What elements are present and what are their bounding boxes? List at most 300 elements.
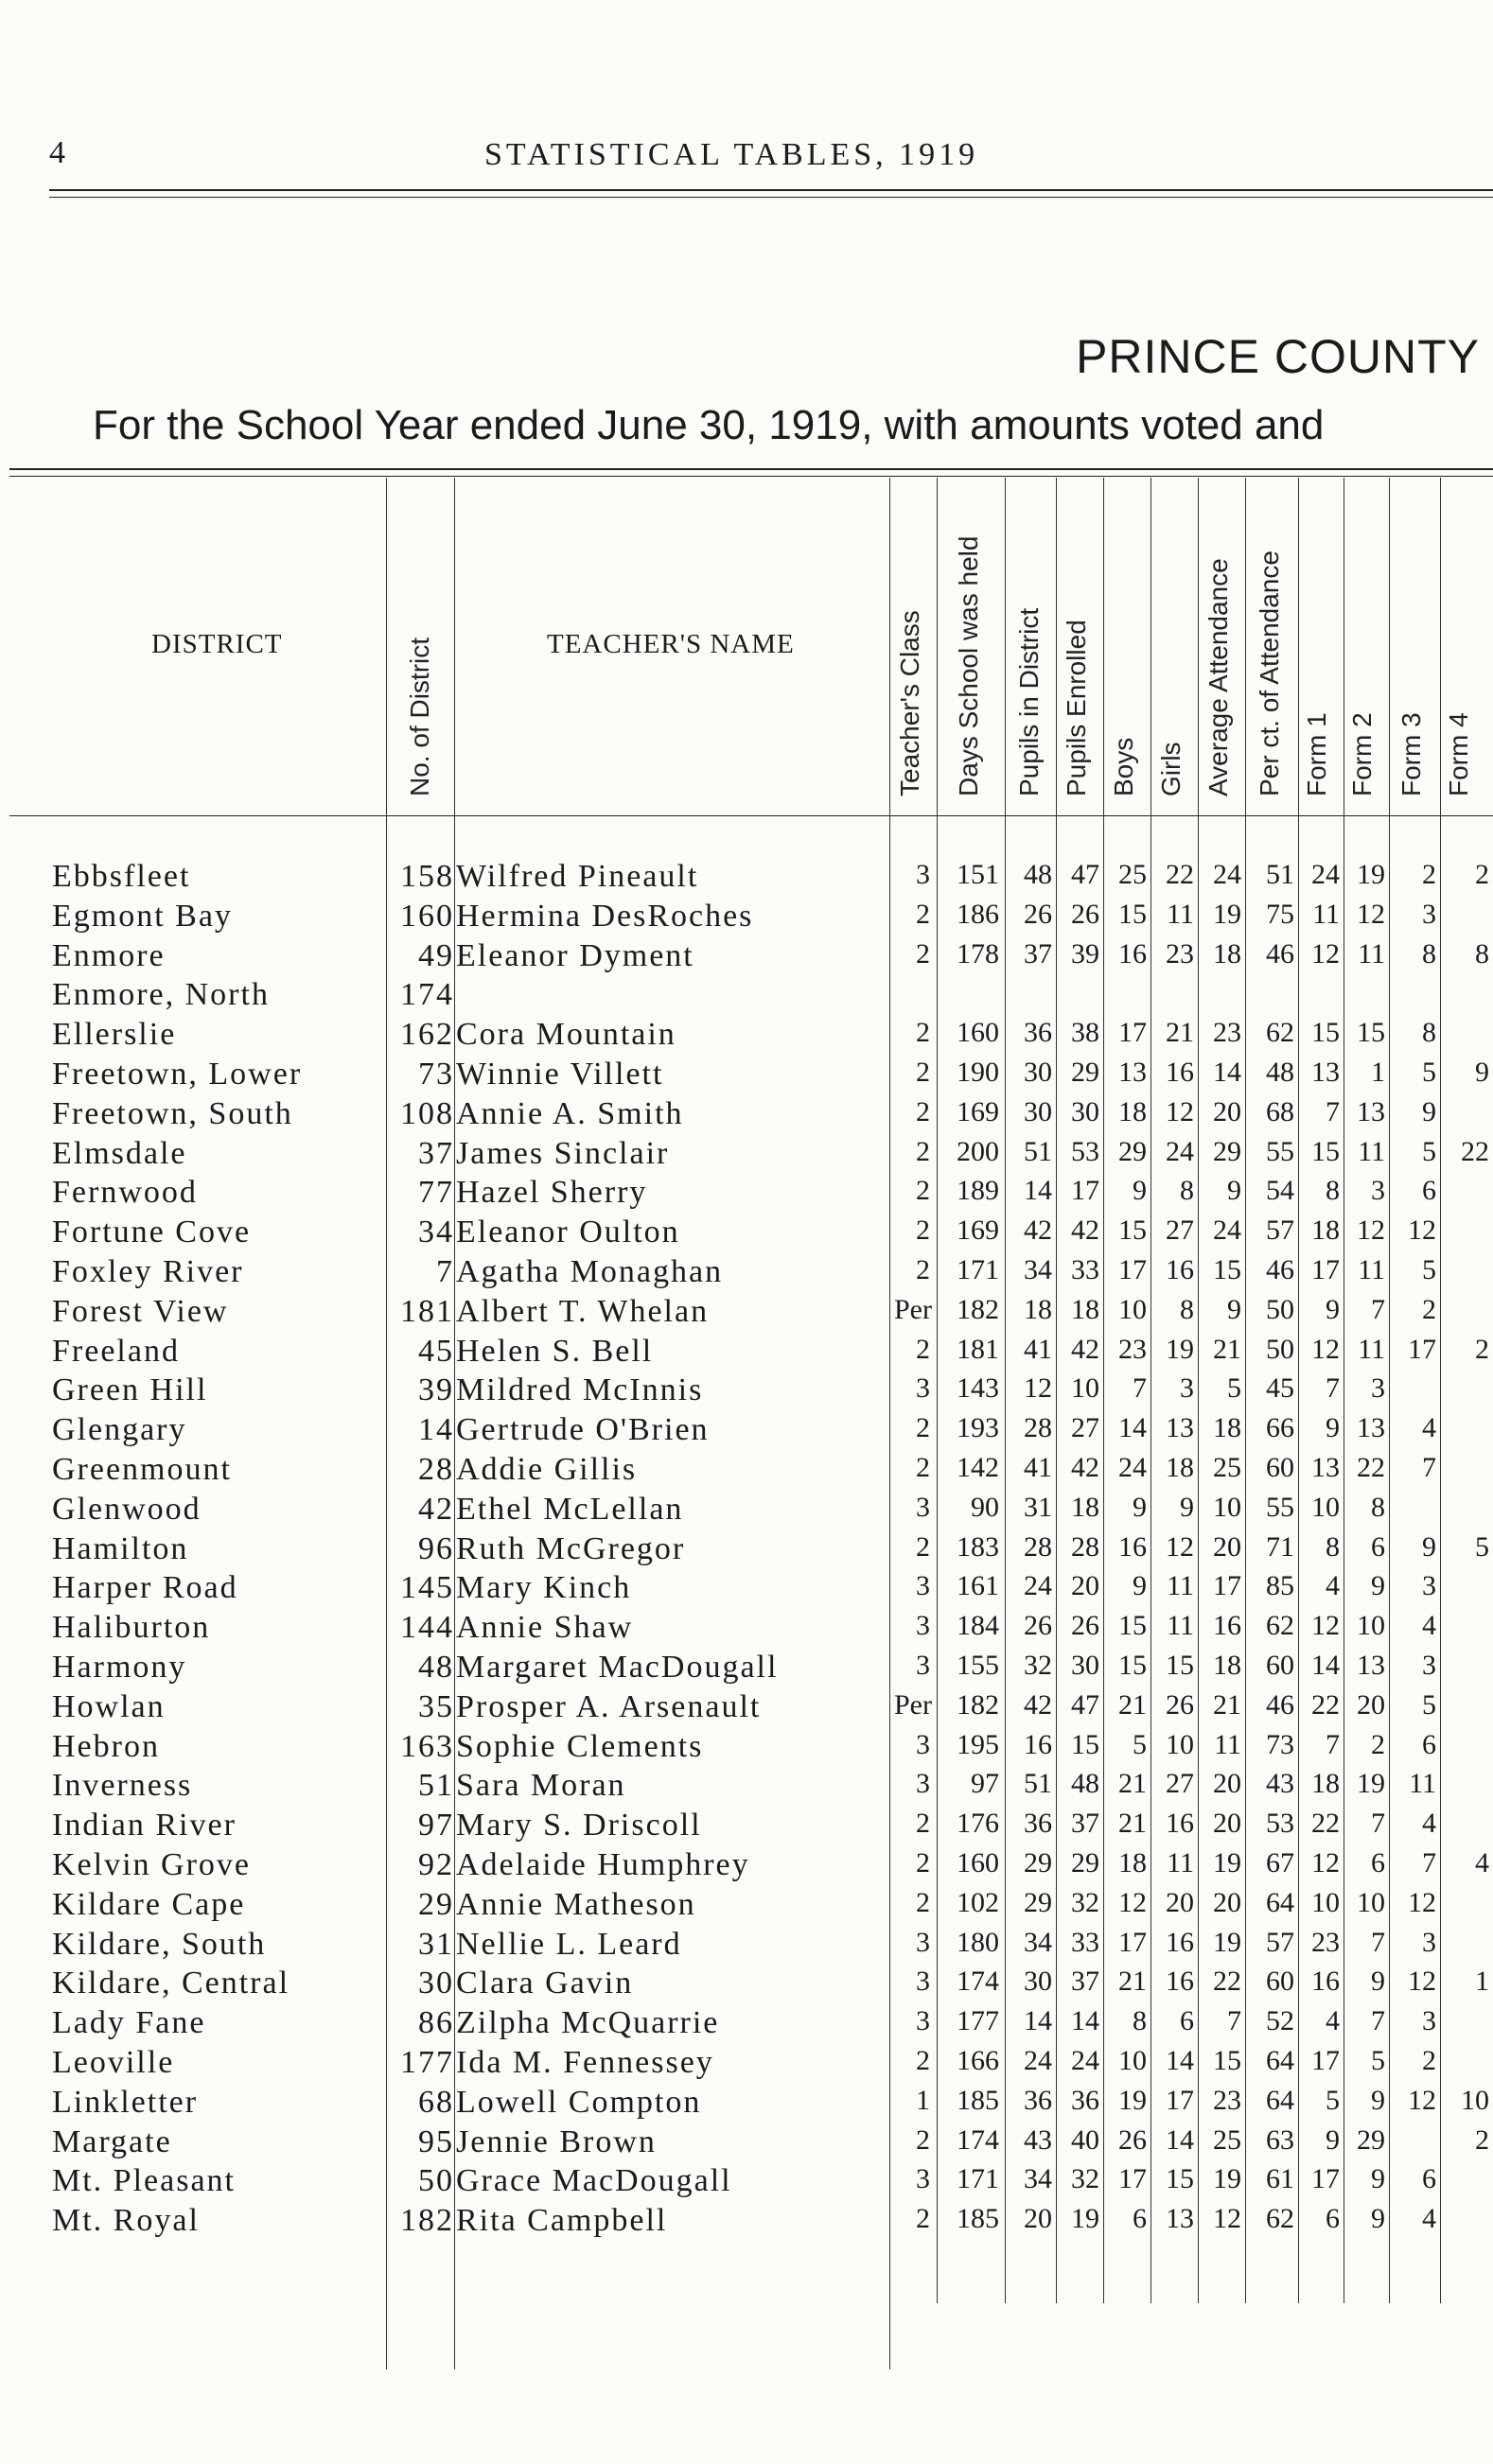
- cls-cell: 3: [916, 1491, 930, 1523]
- f4-cell: 4: [1475, 1847, 1489, 1879]
- girls-cell: 11: [1167, 1847, 1194, 1879]
- f4-cell: 2: [1475, 2123, 1489, 2156]
- enrolled-cell: 26: [1071, 898, 1099, 930]
- f2-cell: 11: [1358, 1135, 1385, 1167]
- enrolled-cell: 36: [1071, 2084, 1099, 2116]
- teacher-name-cell: Rita Campbell: [456, 2203, 668, 2239]
- boys-cell: 14: [1118, 1412, 1147, 1444]
- district-cell: Green Hill: [52, 1372, 208, 1408]
- f2-cell: 10: [1357, 1886, 1385, 1918]
- table-row: [0, 1610, 1493, 1650]
- district-number-cell: 177: [400, 2045, 454, 2080]
- header-form-2: Form 2: [1347, 712, 1377, 796]
- district-cell: Mt. Royal: [52, 2203, 200, 2239]
- district-cell: Lady Fane: [52, 2005, 206, 2041]
- boys-cell: 16: [1118, 937, 1147, 970]
- district-number-cell: 37: [418, 1135, 454, 1171]
- enrolled-cell: 48: [1071, 1768, 1099, 1800]
- pct-cell: 66: [1266, 1412, 1294, 1444]
- girls-cell: 15: [1166, 2163, 1194, 2195]
- f1-cell: 8: [1326, 1175, 1340, 1207]
- boys-cell: 24: [1118, 1452, 1147, 1483]
- f1-cell: 22: [1311, 1688, 1340, 1721]
- table-row: [0, 1808, 1493, 1847]
- pct-cell: 60: [1266, 1650, 1294, 1681]
- pupils-cell: 41: [1024, 1333, 1052, 1365]
- pupils-cell: 29: [1024, 1847, 1052, 1879]
- teacher-name-cell: Prosper A. Arsenault: [456, 1688, 762, 1724]
- days-cell: 160: [957, 1847, 999, 1879]
- enrolled-cell: 29: [1071, 1057, 1099, 1088]
- pupils-cell: 30: [1024, 1966, 1052, 1998]
- pct-cell: 67: [1266, 1847, 1294, 1879]
- enrolled-cell: 39: [1071, 937, 1099, 970]
- cls-cell: 3: [916, 1610, 930, 1642]
- pupils-cell: 14: [1024, 2005, 1052, 2037]
- table-row: [0, 1689, 1493, 1729]
- cls-cell: Per: [894, 1293, 932, 1325]
- f2-cell: 15: [1357, 1017, 1385, 1049]
- days-cell: 183: [957, 1530, 999, 1563]
- pct-cell: 46: [1266, 1688, 1294, 1721]
- boys-cell: 7: [1133, 1372, 1147, 1405]
- district-cell: Foxley River: [52, 1254, 244, 1289]
- district-cell: Ebbsfleet: [52, 859, 191, 894]
- f3-cell: 3: [1422, 2005, 1436, 2037]
- header-form-4: Form 4: [1444, 712, 1473, 796]
- avg-cell: 21: [1213, 1333, 1241, 1365]
- cls-cell: 2: [916, 1057, 930, 1088]
- pct-cell: 64: [1266, 1886, 1294, 1918]
- teacher-name-cell: Hazel Sherry: [456, 1175, 648, 1211]
- days-cell: 97: [971, 1768, 999, 1800]
- teacher-name-cell: Eleanor Oulton: [456, 1215, 680, 1250]
- pct-cell: 45: [1266, 1372, 1294, 1405]
- teacher-name-cell: Clara Gavin: [456, 1966, 634, 2001]
- district-cell: Kildare, South: [52, 1926, 267, 1962]
- f3-cell: 4: [1422, 1412, 1436, 1444]
- table-row: [0, 1927, 1493, 1966]
- district-number-cell: 96: [418, 1530, 454, 1566]
- f3-cell: 12: [1408, 1215, 1436, 1247]
- avg-cell: 20: [1213, 1768, 1241, 1800]
- f4-cell: 10: [1461, 2084, 1489, 2116]
- enrolled-cell: 26: [1071, 1610, 1099, 1642]
- district-cell: Glenwood: [52, 1491, 202, 1527]
- boys-cell: 19: [1118, 2084, 1147, 2116]
- f2-cell: 29: [1357, 2123, 1385, 2156]
- pct-cell: 51: [1266, 859, 1294, 890]
- pupils-cell: 43: [1024, 2123, 1052, 2156]
- cls-cell: 2: [916, 1452, 930, 1483]
- f2-cell: 3: [1371, 1372, 1385, 1405]
- table-row: [0, 1847, 1493, 1887]
- f3-cell: 8: [1422, 937, 1436, 970]
- f2-cell: 10: [1357, 1610, 1385, 1642]
- district-number-cell: 28: [418, 1452, 454, 1487]
- f2-cell: 7: [1371, 1808, 1385, 1840]
- district-number-cell: 158: [400, 859, 454, 894]
- cls-cell: 2: [916, 1530, 930, 1563]
- f2-cell: 3: [1371, 1175, 1385, 1207]
- table-row: [0, 1294, 1493, 1334]
- enrolled-cell: 42: [1071, 1452, 1099, 1483]
- district-number-cell: 182: [400, 2203, 454, 2239]
- enrolled-cell: 33: [1071, 1254, 1099, 1285]
- cls-cell: 3: [916, 2005, 930, 2037]
- enrolled-cell: 53: [1071, 1135, 1099, 1167]
- enrolled-cell: 32: [1071, 1886, 1099, 1918]
- table-row: [0, 1729, 1493, 1769]
- f3-cell: 12: [1408, 1886, 1436, 1918]
- pupils-cell: 20: [1024, 2203, 1052, 2235]
- f3-cell: 6: [1422, 1175, 1436, 1207]
- pct-cell: 64: [1266, 2084, 1294, 2116]
- table-row: [0, 1372, 1493, 1412]
- pct-cell: 48: [1266, 1057, 1294, 1088]
- girls-cell: 17: [1166, 2084, 1194, 2116]
- table-row: [0, 2203, 1493, 2243]
- f2-cell: 20: [1357, 1688, 1385, 1721]
- f4-cell: 8: [1475, 937, 1489, 970]
- cls-cell: 2: [916, 1886, 930, 1918]
- enrolled-cell: 29: [1071, 1847, 1099, 1879]
- boys-cell: 17: [1118, 1254, 1147, 1285]
- avg-cell: 19: [1213, 2163, 1241, 2195]
- header-per-ct-attendance: Per ct. of Attendance: [1255, 550, 1284, 796]
- cls-cell: 3: [916, 2163, 930, 2195]
- header-teacher-name: TEACHER'S NAME: [547, 629, 795, 659]
- f4-cell: 9: [1475, 1057, 1489, 1088]
- teacher-name-cell: Sara Moran: [456, 1768, 626, 1804]
- f1-cell: 18: [1311, 1768, 1340, 1800]
- days-cell: 143: [957, 1372, 999, 1405]
- f1-cell: 15: [1311, 1017, 1340, 1049]
- district-number-cell: 77: [418, 1175, 454, 1211]
- district-cell: Margate: [52, 2123, 172, 2159]
- pct-cell: 43: [1266, 1768, 1294, 1800]
- girls-cell: 16: [1166, 1057, 1194, 1088]
- district-number-cell: 34: [418, 1215, 454, 1250]
- teacher-name-cell: Adelaide Humphrey: [456, 1847, 750, 1882]
- f1-cell: 5: [1326, 2084, 1340, 2116]
- boys-cell: 21: [1118, 1966, 1147, 1998]
- pupils-cell: 34: [1024, 2163, 1052, 2195]
- f3-cell: 5: [1422, 1688, 1436, 1721]
- header-pupils-enrolled: Pupils Enrolled: [1062, 620, 1091, 796]
- cls-cell: 3: [916, 1570, 930, 1602]
- table-top-rule: [9, 468, 1493, 470]
- district-number-cell: 30: [418, 1966, 454, 2001]
- girls-cell: 13: [1166, 1412, 1194, 1444]
- boys-cell: 23: [1118, 1333, 1147, 1365]
- district-number-cell: 108: [400, 1095, 454, 1131]
- days-cell: 155: [957, 1650, 999, 1681]
- table-row: [0, 2124, 1493, 2164]
- district-cell: Fortune Cove: [52, 1215, 252, 1250]
- pupils-cell: 18: [1024, 1293, 1052, 1325]
- days-cell: 174: [957, 2123, 999, 2156]
- girls-cell: 11: [1167, 1610, 1194, 1642]
- avg-cell: 14: [1213, 1057, 1241, 1088]
- avg-cell: 24: [1213, 859, 1241, 890]
- table-row: [0, 1531, 1493, 1571]
- f2-cell: 7: [1371, 1926, 1385, 1958]
- f2-cell: 22: [1357, 1452, 1385, 1483]
- teacher-name-cell: Eleanor Dyment: [456, 937, 694, 973]
- pct-cell: 62: [1266, 1017, 1294, 1049]
- f3-cell: 9: [1422, 1530, 1436, 1563]
- pupils-cell: 36: [1024, 1017, 1052, 1049]
- days-cell: 178: [957, 937, 999, 970]
- district-number-cell: 29: [418, 1886, 454, 1922]
- district-number-cell: 160: [400, 898, 454, 934]
- district-number-cell: 73: [418, 1057, 454, 1092]
- table-row: [0, 1650, 1493, 1689]
- avg-cell: 18: [1213, 1650, 1241, 1681]
- avg-cell: 17: [1213, 1570, 1241, 1602]
- district-cell: Egmont Bay: [52, 898, 233, 934]
- boys-cell: 15: [1118, 1610, 1147, 1642]
- avg-cell: 18: [1213, 937, 1241, 970]
- f2-cell: 9: [1371, 1570, 1385, 1602]
- pupils-cell: 36: [1024, 1808, 1052, 1840]
- teacher-name-cell: Sophie Clements: [456, 1728, 704, 1764]
- cls-cell: 2: [916, 1017, 930, 1049]
- days-cell: 90: [971, 1491, 999, 1523]
- teacher-name-cell: Albert T. Whelan: [456, 1293, 710, 1329]
- enrolled-cell: 18: [1071, 1293, 1099, 1325]
- avg-cell: 19: [1213, 1926, 1241, 1958]
- f1-cell: 16: [1311, 1966, 1340, 1998]
- f2-cell: 19: [1357, 1768, 1385, 1800]
- f4-cell: 22: [1461, 1135, 1489, 1167]
- pct-cell: 54: [1266, 1175, 1294, 1207]
- boys-cell: 6: [1133, 2203, 1147, 2235]
- district-number-cell: 45: [418, 1333, 454, 1369]
- days-cell: 195: [957, 1728, 999, 1760]
- enrolled-cell: 47: [1071, 1688, 1099, 1721]
- girls-cell: 27: [1166, 1768, 1194, 1800]
- girls-cell: 9: [1180, 1491, 1194, 1523]
- pct-cell: 57: [1266, 1215, 1294, 1247]
- f3-cell: 2: [1422, 2045, 1436, 2076]
- pct-cell: 60: [1266, 1966, 1294, 1998]
- boys-cell: 18: [1118, 1095, 1147, 1127]
- f4-cell: 2: [1475, 859, 1489, 890]
- enrolled-cell: 15: [1071, 1728, 1099, 1760]
- teacher-name-cell: Jennie Brown: [456, 2123, 657, 2159]
- district-cell: Haliburton: [52, 1610, 211, 1646]
- days-cell: 169: [957, 1215, 999, 1247]
- f2-cell: 1: [1371, 1057, 1385, 1088]
- f3-cell: 3: [1422, 898, 1436, 930]
- district-cell: Mt. Pleasant: [52, 2163, 236, 2199]
- pupils-cell: 41: [1024, 1452, 1052, 1483]
- teacher-name-cell: Mary S. Driscoll: [456, 1808, 702, 1844]
- avg-cell: 12: [1213, 2203, 1241, 2235]
- table-row: [0, 1412, 1493, 1452]
- f1-cell: 12: [1311, 1610, 1340, 1642]
- girls-cell: 22: [1166, 859, 1194, 890]
- f1-cell: 10: [1311, 1886, 1340, 1918]
- district-cell: Hamilton: [52, 1530, 189, 1566]
- avg-cell: 29: [1213, 1135, 1241, 1167]
- header-boys: Boys: [1109, 737, 1138, 796]
- avg-cell: 7: [1227, 2005, 1241, 2037]
- f3-cell: 3: [1422, 1650, 1436, 1681]
- table-top-rule-inner: [9, 476, 1493, 477]
- table-row: [0, 1452, 1493, 1492]
- boys-cell: 26: [1118, 2123, 1147, 2156]
- district-number-cell: 48: [418, 1650, 454, 1685]
- cls-cell: 3: [916, 1768, 930, 1800]
- pct-cell: 60: [1266, 1452, 1294, 1483]
- days-cell: 200: [957, 1135, 999, 1167]
- district-cell: Inverness: [52, 1768, 193, 1804]
- enrolled-cell: 24: [1071, 2045, 1099, 2076]
- header-no-of-district: No. of District: [405, 637, 434, 796]
- f3-cell: 5: [1422, 1254, 1436, 1285]
- f2-cell: 5: [1371, 2045, 1385, 2076]
- enrolled-cell: 10: [1071, 1372, 1099, 1405]
- county-title: PRINCE COUNTY: [1076, 330, 1480, 383]
- enrolled-cell: 42: [1071, 1215, 1099, 1247]
- f1-cell: 9: [1326, 1412, 1340, 1444]
- pct-cell: 71: [1266, 1530, 1294, 1563]
- days-cell: 177: [957, 2005, 999, 2037]
- f1-cell: 10: [1311, 1491, 1340, 1523]
- girls-cell: 3: [1180, 1372, 1194, 1405]
- pct-cell: 46: [1266, 1254, 1294, 1285]
- running-head: STATISTICAL TABLES, 1919: [484, 137, 979, 172]
- table-subtitle: For the School Year ended June 30, 1919, with amounts voted and: [93, 402, 1325, 448]
- f2-cell: 9: [1371, 2203, 1385, 2235]
- enrolled-cell: 20: [1071, 1570, 1099, 1602]
- district-cell: Hebron: [52, 1728, 160, 1764]
- avg-cell: 20: [1213, 1095, 1241, 1127]
- teacher-name-cell: Winnie Villett: [456, 1057, 664, 1092]
- district-cell: Elmsdale: [52, 1135, 187, 1171]
- f3-cell: 5: [1422, 1057, 1436, 1088]
- boys-cell: 15: [1118, 898, 1147, 930]
- pupils-cell: 29: [1024, 1886, 1052, 1918]
- f3-cell: 3: [1422, 1926, 1436, 1958]
- pct-cell: 62: [1266, 2203, 1294, 2235]
- teacher-name-cell: Mildred McInnis: [456, 1372, 704, 1408]
- table-row: [0, 1966, 1493, 2005]
- district-number-cell: 174: [400, 977, 454, 1013]
- girls-cell: 24: [1166, 1135, 1194, 1167]
- pupils-cell: 34: [1024, 1254, 1052, 1285]
- table-row: [0, 1215, 1493, 1254]
- pupils-cell: 16: [1024, 1728, 1052, 1760]
- header-teachers-class: Teacher's Class: [895, 610, 924, 796]
- district-number-cell: 14: [418, 1412, 454, 1448]
- f1-cell: 7: [1326, 1095, 1340, 1127]
- header-form-3: Form 3: [1396, 712, 1426, 796]
- district-number-cell: 145: [400, 1570, 454, 1606]
- f2-cell: 9: [1371, 2084, 1385, 2116]
- f2-cell: 13: [1357, 1650, 1385, 1681]
- boys-cell: 12: [1118, 1886, 1147, 1918]
- boys-cell: 25: [1118, 859, 1147, 890]
- table-row: [0, 2045, 1493, 2085]
- f3-cell: 4: [1422, 1808, 1436, 1840]
- boys-cell: 13: [1118, 1057, 1147, 1088]
- pupils-cell: 26: [1024, 898, 1052, 930]
- f3-cell: 2: [1422, 1293, 1436, 1325]
- days-cell: 184: [957, 1610, 999, 1642]
- f1-cell: 13: [1311, 1057, 1340, 1088]
- girls-cell: 6: [1180, 2005, 1194, 2037]
- girls-cell: 15: [1166, 1650, 1194, 1681]
- pct-cell: 50: [1266, 1293, 1294, 1325]
- district-cell: Howlan: [52, 1688, 166, 1724]
- avg-cell: 22: [1213, 1966, 1241, 1998]
- district-number-cell: 97: [418, 1808, 454, 1844]
- pct-cell: 55: [1266, 1491, 1294, 1523]
- pct-cell: 61: [1266, 2163, 1294, 2195]
- teacher-name-cell: Nellie L. Leard: [456, 1926, 682, 1962]
- table-row: [0, 899, 1493, 938]
- f3-cell: 4: [1422, 1610, 1436, 1642]
- enrolled-cell: 19: [1071, 2203, 1099, 2235]
- district-number-cell: 7: [436, 1254, 454, 1289]
- pupils-cell: 42: [1024, 1215, 1052, 1247]
- f2-cell: 8: [1371, 1491, 1385, 1523]
- table-row: [0, 1768, 1493, 1808]
- avg-cell: 25: [1213, 2123, 1241, 2156]
- f4-cell: 2: [1475, 1333, 1489, 1365]
- girls-cell: 23: [1166, 937, 1194, 970]
- pct-cell: 73: [1266, 1728, 1294, 1760]
- pupils-cell: 26: [1024, 1610, 1052, 1642]
- f3-cell: 9: [1422, 1095, 1436, 1127]
- pupils-cell: 42: [1024, 1688, 1052, 1721]
- avg-cell: 15: [1213, 2045, 1241, 2076]
- pct-cell: 62: [1266, 1610, 1294, 1642]
- f2-cell: 13: [1357, 1095, 1385, 1127]
- cls-cell: 2: [916, 898, 930, 930]
- girls-cell: 8: [1180, 1175, 1194, 1207]
- teacher-name-cell: Helen S. Bell: [456, 1333, 654, 1369]
- enrolled-cell: 30: [1071, 1650, 1099, 1681]
- days-cell: 160: [957, 1017, 999, 1049]
- district-cell: Harmony: [52, 1650, 187, 1685]
- table-row: [0, 1254, 1493, 1294]
- f4-cell: 1: [1475, 1966, 1489, 1998]
- f3-cell: 3: [1422, 1570, 1436, 1602]
- pupils-cell: 51: [1024, 1768, 1052, 1800]
- boys-cell: 5: [1133, 1728, 1147, 1760]
- f1-cell: 14: [1311, 1650, 1340, 1681]
- f2-cell: 12: [1357, 898, 1385, 930]
- f1-cell: 24: [1311, 859, 1340, 890]
- table-row: [0, 1334, 1493, 1373]
- pct-cell: 55: [1266, 1135, 1294, 1167]
- teacher-name-cell: Lowell Compton: [456, 2084, 702, 2120]
- boys-cell: 9: [1133, 1570, 1147, 1602]
- teacher-name-cell: Margaret MacDougall: [456, 1650, 779, 1685]
- f1-cell: 7: [1326, 1372, 1340, 1405]
- table-row: [0, 1570, 1493, 1610]
- pupils-cell: 32: [1024, 1650, 1052, 1681]
- f1-cell: 4: [1326, 1570, 1340, 1602]
- f3-cell: 17: [1408, 1333, 1436, 1365]
- girls-cell: 8: [1180, 1293, 1194, 1325]
- enrolled-cell: 17: [1071, 1175, 1099, 1207]
